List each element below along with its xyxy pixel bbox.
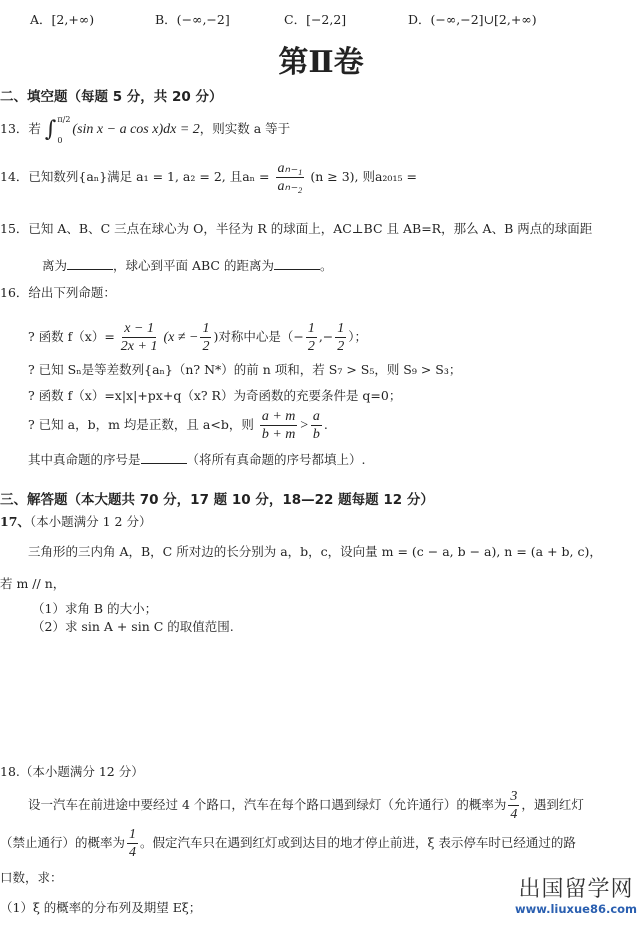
numerator: 1 [307,321,315,336]
denominator: 2 [202,339,210,354]
question-17-condition: 若 m // n， [0,576,66,591]
question-17-body: 三角形的三内角 A，B，C 所对边的长分别为 a，b，c，设向量 m = (c − a, b − a), n = (a + b, c)， [28,544,602,559]
question-17-header [0,514,151,530]
text: 设一汽车在前进途中要经过 4 个路口，汽车在每个路口遇到绿灯（允许通行）的概率为 [28,797,507,812]
text: ,− [318,329,334,344]
question-14 [0,160,417,195]
answer-blank[interactable] [67,257,113,270]
proposition-2: ? 已知 Sₙ是等差数列{aₙ}（n? N*）的前 n 项和，若 S₇ > S₅，则 S₉ > S₃； [28,362,462,377]
integral-sign: ∫ [44,116,57,142]
text: 其中真命题的序号是 [28,452,141,467]
numerator: a [312,409,320,424]
integral-limits [57,115,70,145]
text: > [299,418,309,433]
answer-blank[interactable] [274,257,320,270]
text: ? 已知 a，b，m 均是正数，且 a<b，则 [28,417,254,432]
text: ，遇到红灯 [521,797,584,812]
numerator: 1 [129,827,137,842]
fraction [200,320,211,355]
text: ）； [348,329,368,344]
question-17-part-2: （2）求 sin A + sin C 的取值范围. [32,619,234,634]
upper-limit: π/2 [57,114,71,124]
numerator: aₙ₋₁ [277,161,303,176]
section-2-heading: 二、填空题（每题 5 分，共 20 分） [0,89,223,105]
question-15-line1: 15．已知 A、B、C 三点在球心为 O，半径为 R 的球面上，AC⊥BC 且 AB=R，那么 A、B 两点的球面距 [0,221,593,236]
text: ，球心到平面 ABC 的距离为 [113,258,274,273]
watermark-logo [512,878,640,916]
option-d: D．(−∞,−2]∪[2,+∞) [408,12,537,27]
question-15-line2 [42,257,333,274]
integral [45,115,71,145]
section-3-heading: 三、解答题（本大题共 70 分，17 题 10 分，18—22 题每题 12 分） [0,492,434,508]
text: (x ≠ − [163,330,199,345]
question-13 [0,112,290,147]
fraction [260,408,298,443]
numerator: 3 [510,789,518,804]
denominator: b + m [261,427,296,442]
text: 。 [319,258,333,273]
fraction [508,788,519,823]
q13-number: 13．若 [0,121,41,136]
denominator: aₙ₋₂ [277,179,303,194]
fraction [311,408,322,443]
denominator: 4 [510,807,518,822]
q17-score: （本小题满分 1 2 分） [29,514,152,529]
text: ? 函数 f（x）= [28,329,115,344]
q13-tail: ，则实数 a 等于 [199,121,291,136]
fraction [121,320,158,355]
q14-text: 14．已知数列{aₙ}满足 a₁ = 1, a₂ = 2, 且aₙ = [0,169,270,184]
proposition-4 [28,408,328,443]
question-16-ask [28,451,366,468]
denominator: b [312,427,320,442]
denominator: 2 [337,339,345,354]
numerator: 1 [202,321,210,336]
answer-blank[interactable] [141,451,187,464]
question-17-part-1: （1）求角 B 的大小； [32,601,158,616]
text: . [323,417,328,432]
fraction [306,320,317,355]
option-b: B．(−∞,−2] [155,12,230,27]
fraction [276,160,305,195]
denominator: 2x + 1 [120,339,158,354]
proposition-3: ? 函数 f（x）=x|x|+px+q（x? R）为奇函数的充要条件是 q=0； [28,388,402,403]
lower-limit: 0 [57,135,63,145]
text: 离为 [42,258,68,273]
option-a: A．[2,+∞) [30,12,95,27]
proposition-1 [28,320,367,355]
question-16-intro: 16．给出下列命题： [0,285,116,300]
option-c: C．[−2,2] [284,12,347,27]
q13-expression: (sin x − a cos x)dx = 2 [72,122,200,137]
q14-tail: (n ≥ 3), 则a₂₀₁₅ = [310,169,417,184]
denominator: 2 [307,339,315,354]
page-title: 第Ⅱ卷 [278,45,364,80]
denominator: 4 [129,845,137,860]
text: 。假定汽车只在遇到红灯或到达目的地才停止前进，ξ 表示停车时已经通过的路 [140,835,576,850]
fraction [335,320,346,355]
numerator: 1 [337,321,345,336]
watermark-name: 出国留学网 [518,877,634,902]
numerator: a + m [261,409,296,424]
question-18-header: 18.（本小题满分 12 分） [0,764,144,779]
text: )对称中心是（− [213,329,304,344]
q17-number: 17、 [0,514,30,529]
watermark-url: www.liuxue86.com [514,902,638,916]
question-18-line2 [0,826,576,861]
question-18-line1 [28,788,584,823]
question-18-part-1: （1）ξ 的概率的分布列及期望 Eξ； [0,900,202,915]
text: （禁止通行）的概率为 [0,835,126,850]
question-18-line3: 口数，求： [0,870,63,885]
text: （将所有真命题的序号都填上）. [186,452,366,467]
fraction [127,826,138,861]
numerator: x − 1 [124,321,154,336]
